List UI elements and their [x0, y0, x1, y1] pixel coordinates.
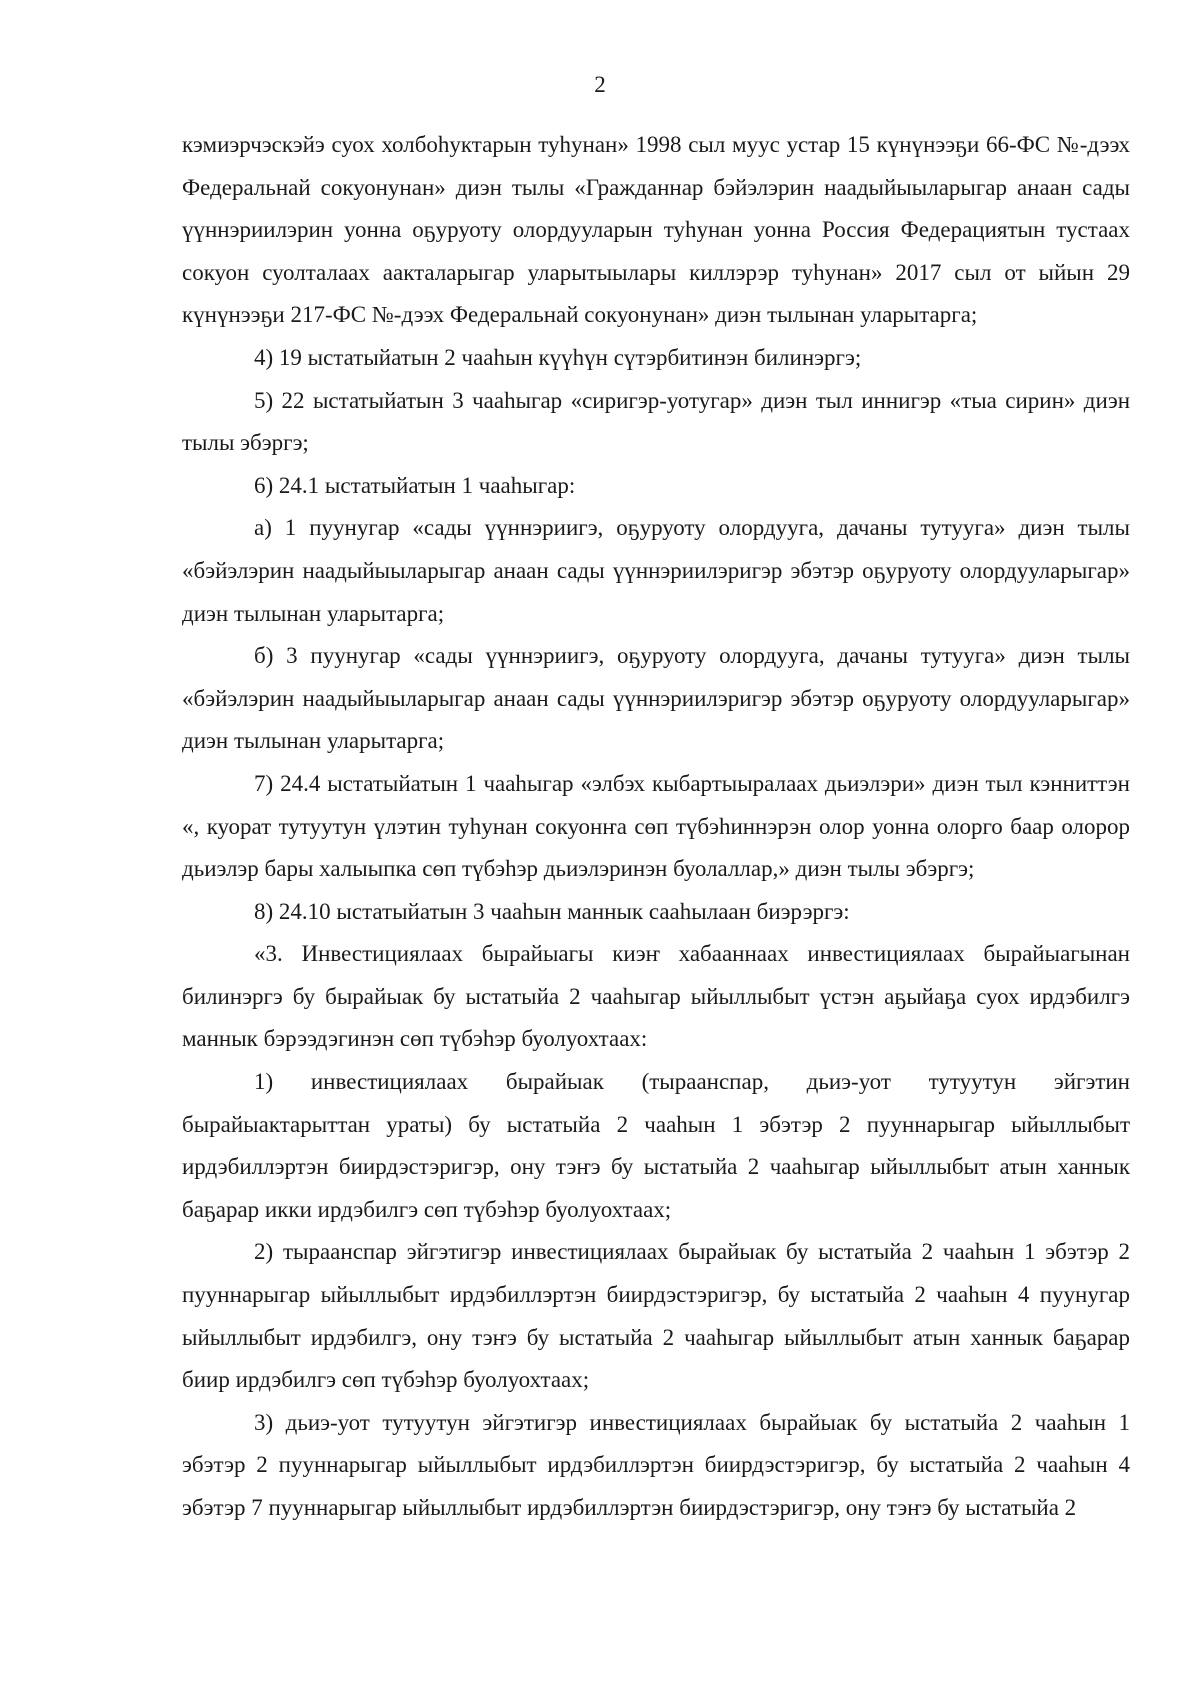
paragraph: 5) 22 ыстатыйатын 3 чааһыгар «сиригэр-уотугар» диэн тыл иннигэр «тыа сирин» диэн тылы эбэргэ; — [182, 387, 1130, 456]
document-body — [182, 124, 1130, 1530]
page-number: 2 — [594, 72, 606, 97]
paragraph: б) 3 пуунугар «сады үүннэриигэ, оҕуруоту олордууга, дачаны тутууга» диэн тылы «бэйэлэрин наадыйыыларыгар анаан сады үүннэриилэригэр эбэтэр оҕуруоту олордууларыгар» диэн тылынан уларытарга; — [182, 643, 1130, 754]
paragraph: 1) инвестициялаах бырайыак (тыраанспар, дьиэ-уот тутуутун эйгэтин бырайыактарыттан ураты) бу ыстатыйа 2 чааһын 1 эбэтэр 2 пууннарыгар ыйыллыбыт ирдэбиллэртэн биирдэстэригэр, ону тэҥэ бу ыстатыйа 2 чааһыгар ыйыллыбыт атын ханнык баҕарар икки ирдэбилгэ сөп түбэһэр буолуохтаах; — [182, 1069, 1130, 1222]
paragraph: кэмиэрчэскэйэ суох холбоһуктарын туһунан» 1998 сыл муус устар 15 күнүнээҕи 66-ФС №-дээх Федеральнай сокуонунан» диэн тылы «Гражданнар бэйэлэрин наадыйыыларыгар анаан сады үүннэриилэрин уонна оҕуруоту олордууларын туһунан уонна Россия Федерациятын тустаах сокуон суолталаах аакталарыгар уларытыылары киллэрэр туһунан» 2017 сыл от ыйын 29 күнүнээҕи 217-ФС №-дээх Федеральнай сокуонунан» диэн тылынан уларытарга; — [182, 132, 1130, 328]
paragraph: 7) 24.4 ыстатыйатын 1 чааһыгар «элбэх кыбартыыралаах дьиэлэри» диэн тыл кэнниттэн «, куорат тутуутун үлэтин туһунан сокуонҥа сөп түбэһиннэрэн олор уонна олорго баар олорор дьиэлэр бары халыыпка сөп түбэһэр дьиэлэринэн буолаллар,» диэн тылы эбэргэ; — [182, 770, 1130, 882]
paragraph: а) 1 пуунугар «сады үүннэриигэ, оҕуруоту олордууга, дачаны тутууга» диэн тылы «бэйэлэрин наадыйыыларыгар анаан сады үүннэриилэригэр эбэтэр оҕуруоту олордууларыгар» диэн тылынан уларытарга; — [182, 515, 1130, 626]
paragraph: 3) дьиэ-уот тутуутун эйгэтигэр инвестициялаах бырайыак бу ыстатыйа 2 чааһын 1 эбэтэр 2 пууннарыгар ыйыллыбыт ирдэбиллэртэн биирдэстэригэр, бу ыстатыйа 2 чааһын 4 эбэтэр 7 пууннарыгар ыйыллыбыт ирдэбиллэртэн биирдэстэригэр, ону тэҥэ бу ыстатыйа 2 — [182, 1409, 1130, 1520]
paragraph: 4) 19 ыстатыйатын 2 чааһын күүһүн сүтэрбитинэн билинэргэ; — [254, 344, 862, 370]
paragraph: 6) 24.1 ыстатыйатын 1 чааһыгар: — [254, 472, 576, 498]
paragraph: 8) 24.10 ыстатыйатын 3 чааһын маннык сааһылаан биэрэргэ: — [254, 898, 850, 924]
paragraph: «3. Инвестициялаах бырайыагы киэҥ хабааннаах инвестициялаах бырайыагынан билинэргэ бу бырайыак бу ыстатыйа 2 чааһыгар ыйыллыбыт үстэн аҕыйаҕа суох ирдэбилгэ маннык бэрээдэгинэн сөп түбэһэр буолуохтаах: — [182, 941, 1130, 1052]
paragraph: 2) тыраанспар эйгэтигэр инвестициялаах бырайыак бу ыстатыйа 2 чааһын 1 эбэтэр 2 пууннарыгар ыйыллыбыт ирдэбиллэртэн биирдэстэригэр, бу ыстатыйа 2 чааһын 4 пуунугар ыйыллыбыт ирдэбилгэ, ону тэҥэ бу ыстатыйа 2 чааһыгар ыйыллыбыт атын ханнык баҕарар биир ирдэбилгэ сөп түбэһэр буолуохтаах; — [182, 1239, 1130, 1393]
